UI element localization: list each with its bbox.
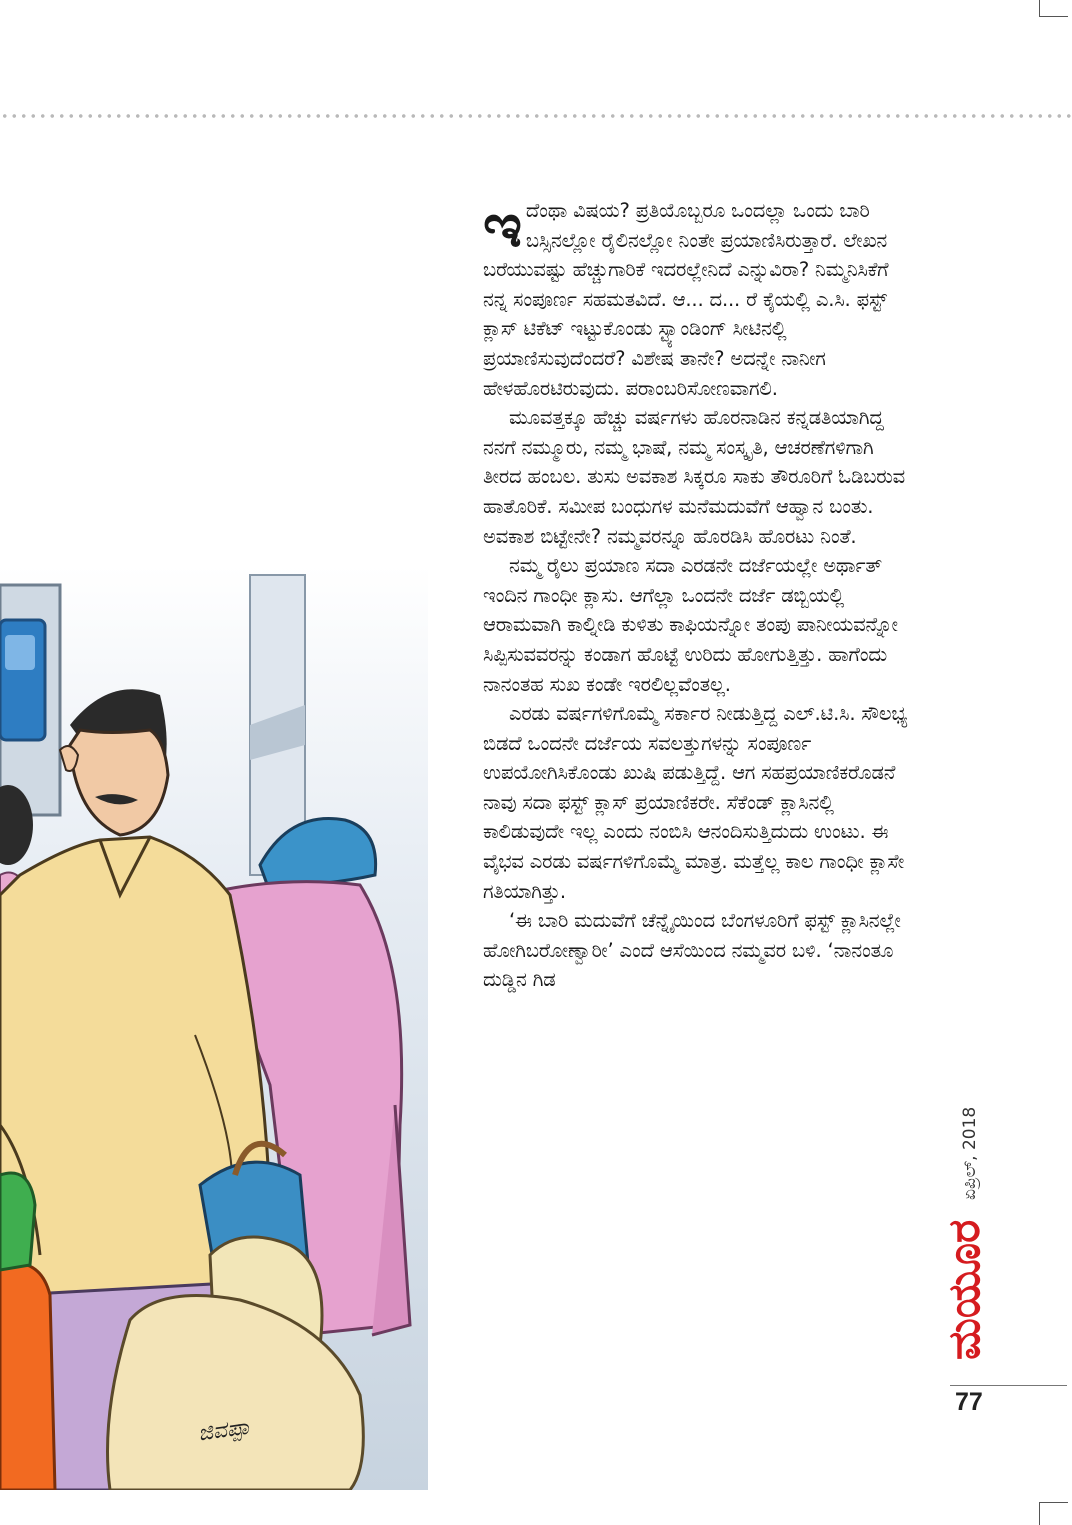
article-paragraph: ನಮ್ಮ ರೈಲು ಪ್ರಯಾಣ ಸದಾ ಎರಡನೇ ದರ್ಜೆಯಲ್ಲೇ ಅರ್ಥಾತ್ ಇಂದಿನ ಗಾಂಧೀ ಕ್ಲಾಸು. ಆಗೆಲ್ಲಾ ಒಂದನೇ ದರ್ಜೆ ಡಬ್ಬಿಯಲ್ಲಿ ಆರಾಮವಾಗಿ ಕಾಲ್ನೀಡಿ ಕುಳಿತು ಕಾಫಿಯನ್ನೋ ತಂಪು ಪಾನೀಯವನ್ನೋ ಸಿಪ್ಪಿಸುವವರನ್ನು ಕಂಡಾಗ ಹೊಟ್ಟೆ ಉರಿದು ಹೋಗುತ್ತಿತ್ತು. ಹಾಗೆಂದು ನಾನಂತಹ ಸುಖ ಕಂಡೇ ಇರಲಿಲ್ಲವೆಂತಲ್ಲ. <box>483 554 898 696</box>
page-number: 77 <box>955 1388 983 1416</box>
magazine-logo: ಮಯೂರ <box>939 1219 990 1360</box>
article-paragraph: ಎರಡು ವರ್ಷಗಳಿಗೊಮ್ಮೆ ಸರ್ಕಾರ ನೀಡುತ್ತಿದ್ದ ಎಲ್.ಟಿ.ಸಿ. ಸೌಲಭ್ಯ ಬಿಡದೆ ಒಂದನೇ ದರ್ಜೆಯ ಸವಲತ್ತುಗಳನ್ನು ಸಂಪೂರ್ಣ ಉಪಯೋಗಿಸಿಕೊಂಡು ಖುಷಿ ಪಡುತ್ತಿದ್ದೆ. ಆಗ ಸಹಪ್ರಯಾಣಿಕರೊಡನೆ ನಾವು ಸದಾ ಫಸ್ಟ್ ಕ್ಲಾಸ್ ಪ್ರಯಾಣಿಕರೇ. ಸೆಕೆಂಡ್ ಕ್ಲಾಸಿನಲ್ಲಿ ಕಾಲಿಡುವುದೇ ಇಲ್ಲ ಎಂದು ನಂಬಿಸಿ ಆನಂದಿಸುತ್ತಿದುದು ಉಂಟು. ಈ ವೈಭವ ಎರಡು ವರ್ಷಗಳಿಗೊಮ್ಮೆ ಮಾತ್ರ. ಮತ್ತೆಲ್ಲ ಕಾಲ ಗಾಂಧೀ ಕ್ಲಾಸೇ ಗತಿಯಾಗಿತ್ತು. <box>483 702 908 903</box>
article-paragraph: ಮೂವತ್ತಕ್ಕೂ ಹೆಚ್ಚು ವರ್ಷಗಳು ಹೊರನಾಡಿನ ಕನ್ನಡತಿಯಾಗಿದ್ದ ನನಗೆ ನಮ್ಮೂರು, ನಮ್ಮ ಭಾಷೆ, ನಮ್ಮ ಸಂಸ್ಕೃತಿ, ಆಚರಣೆಗಳಿಗಾಗಿ ತೀರದ ಹಂಬಲ. ತುಸು ಅವಕಾಶ ಸಿಕ್ಕರೂ ಸಾಕು ತೌರೂರಿಗೆ ಓಡಿಬರುವ ಹಾತೊರಿಕೆ. ಸಮೀಪ ಬಂಧುಗಳ ಮನೆಮದುವೆಗೆ ಆಹ್ವಾನ ಬಂತು. ಅವಕಾಶ ಬಿಟ್ಟೇನೇ? ನಮ್ಮವರನ್ನೂ ಹೊರಡಿಸಿ ಹೊರಟು ನಿಂತೆ. <box>483 406 906 548</box>
crop-mark-bottom <box>1039 1502 1068 1525</box>
paragraph-text: ದೆಂಥಾ ವಿಷಯ? ಪ್ರತಿಯೊಬ್ಬರೂ ಒಂದಲ್ಲಾ ಒಂದು ಬಾರಿ ಬಸ್ಸಿನಲ್ಲೋ ರೈಲಿನಲ್ಲೋ ನಿಂತೇ ಪ್ರಯಾಣಿಸಿರುತ್ತಾರೆ. ಲೇಖನ ಬರೆಯುವಷ್ಟು ಹೆಚ್ಚುಗಾರಿಕೆ ಇದರಲ್ಲೇನಿದೆ ಎನ್ನುವಿರಾ? ನಿಮ್ಮನಿಸಿಕೆಗೆ ನನ್ನ ಸಂಪೂರ್ಣ ಸಹಮತವಿದೆ. ಆ... ದ... ರೆ ಕೈಯಲ್ಲಿ ಎ.ಸಿ. ಫಸ್ಟ್ ಕ್ಲಾಸ್ ಟಿಕೆಟ್ ಇಟ್ಟುಕೊಂಡು ಸ್ಟ್ಯಾಂಡಿಂಗ್ ಸೀಟಿನಲ್ಲಿ ಪ್ರಯಾಣಿಸುವುದೆಂದರೆ? ವಿಶೇಷ ತಾನೇ? ಅದನ್ನೇ ನಾನೀಗ ಹೇಳಹೊರಟಿರುವುದು. ಪರಾಂಬರಿಸೋಣವಾಗಲಿ. <box>483 199 889 400</box>
crop-mark-top <box>1039 0 1068 17</box>
article-body <box>483 196 911 995</box>
issue-date: ಏಪ್ರಿಲ್, 2018 <box>960 1106 980 1200</box>
article-paragraph <box>483 196 911 403</box>
article-paragraph: ‘ಈ ಬಾರಿ ಮದುವೆಗೆ ಚೆನ್ನೈಯಿಂದ ಬೆಂಗಳೂರಿಗೆ ಫಸ್ಟ್ ಕ್ಲಾಸಿನಲ್ಲೇ ಹೋಗಿಬರೋಣ್ವಾರೀ’ ಎಂದೆ ಆಸೆಯಿಂದ ನಮ್ಮವರ ಬಳಿ. ‘ನಾನಂತೂ ದುಡ್ಡಿನ ಗಿಡ <box>483 909 901 992</box>
drop-cap: ಇ <box>483 196 522 261</box>
train-passengers-illustration <box>0 565 428 1490</box>
page-number-rule <box>950 1385 1067 1386</box>
artist-signature: ಜಿವಪ್ಪಾ <box>196 1414 252 1447</box>
dotted-divider <box>0 113 1072 119</box>
